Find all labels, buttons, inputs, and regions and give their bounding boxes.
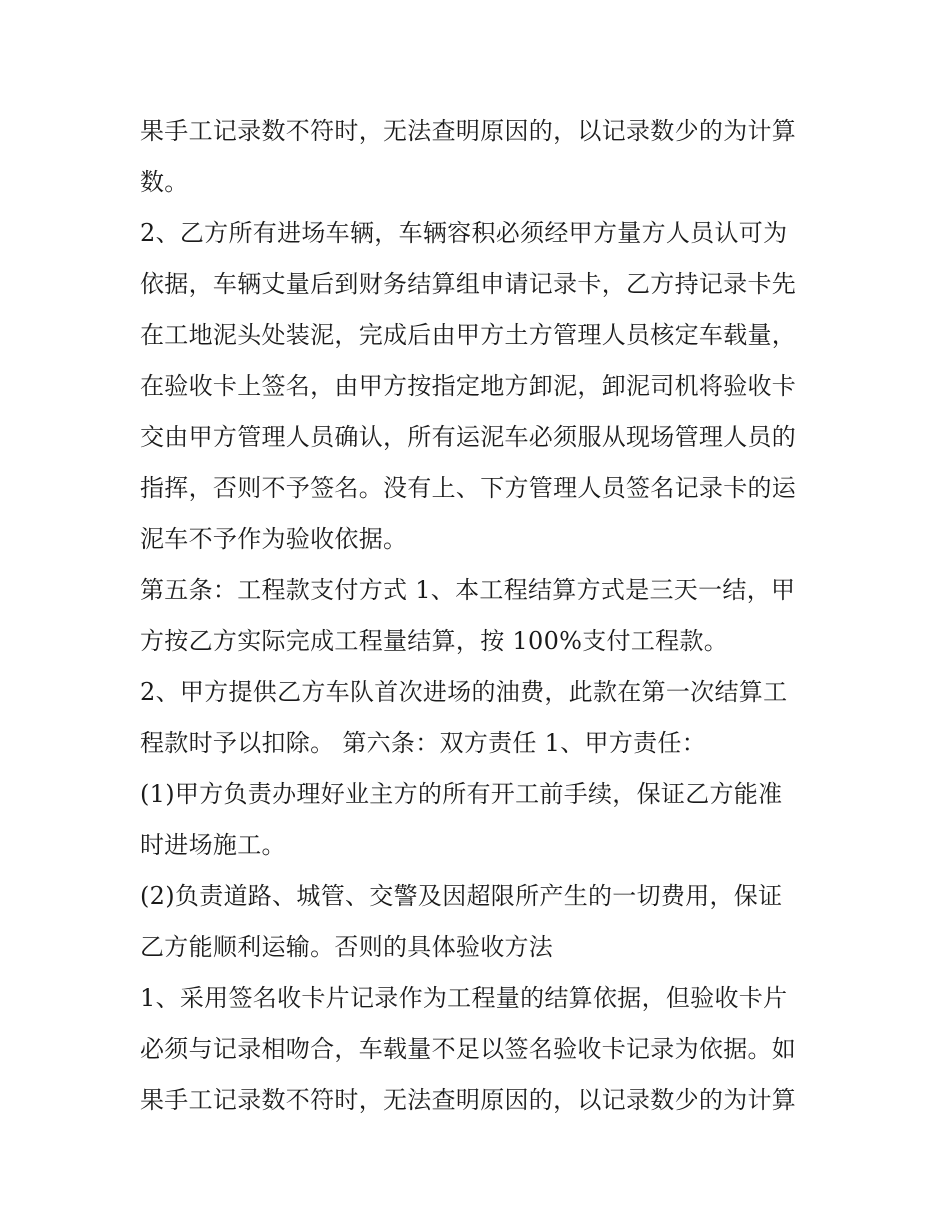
text-line: 果手工记录数不符时，无法查明原因的，以记录数少的为计算: [140, 117, 797, 145]
text-line: 2、甲方提供乙方车队首次进场的油费，此款在第一次结算工: [140, 678, 788, 706]
text-line: 时进场施工。: [140, 831, 286, 859]
document-body: [140, 106, 820, 1126]
text-line: 依据，车辆丈量后到财务结算组申请记录卡，乙方持记录卡先: [140, 270, 797, 298]
text-line: 数。: [140, 168, 189, 196]
text-line: 2、乙方所有进场车辆，车辆容积必须经甲方量方人员认可为: [140, 219, 788, 247]
text-line: 程款时予以扣除。 第六条：双方责任 1、甲方责任：: [140, 729, 707, 757]
text-line: 乙方能顺利运输。否则的具体验收方法: [140, 933, 554, 961]
text-line: (2)负责道路、城管、交警及因超限所产生的一切费用，保证: [140, 882, 783, 910]
text-line: 泥车不予作为验收依据。: [140, 525, 408, 553]
text-line: 1、采用签名收卡片记录作为工程量的结算依据，但验收卡片: [140, 984, 788, 1012]
text-line: 果手工记录数不符时，无法查明原因的，以记录数少的为计算: [140, 1086, 797, 1114]
text-line: 在验收卡上签名，由甲方按指定地方卸泥，卸泥司机将验收卡: [140, 372, 797, 400]
text-line: 第五条：工程款支付方式 1、本工程结算方式是三天一结，甲: [140, 576, 796, 604]
text-line: 必须与记录相吻合，车载量不足以签名验收卡记录为依据。如: [140, 1035, 797, 1063]
text-line: (1)甲方负责办理好业主方的所有开工前手续，保证乙方能准: [140, 780, 783, 808]
text-line: 在工地泥头处装泥，完成后由甲方土方管理人员核定车载量，: [140, 321, 797, 349]
text-line: 方按乙方实际完成工程量结算，按 100%支付工程款。: [140, 627, 729, 655]
text-line: 指挥，否则不予签名。没有上、下方管理人员签名记录卡的运: [140, 474, 797, 502]
text-line: 交由甲方管理人员确认，所有运泥车必须服从现场管理人员的: [140, 423, 797, 451]
